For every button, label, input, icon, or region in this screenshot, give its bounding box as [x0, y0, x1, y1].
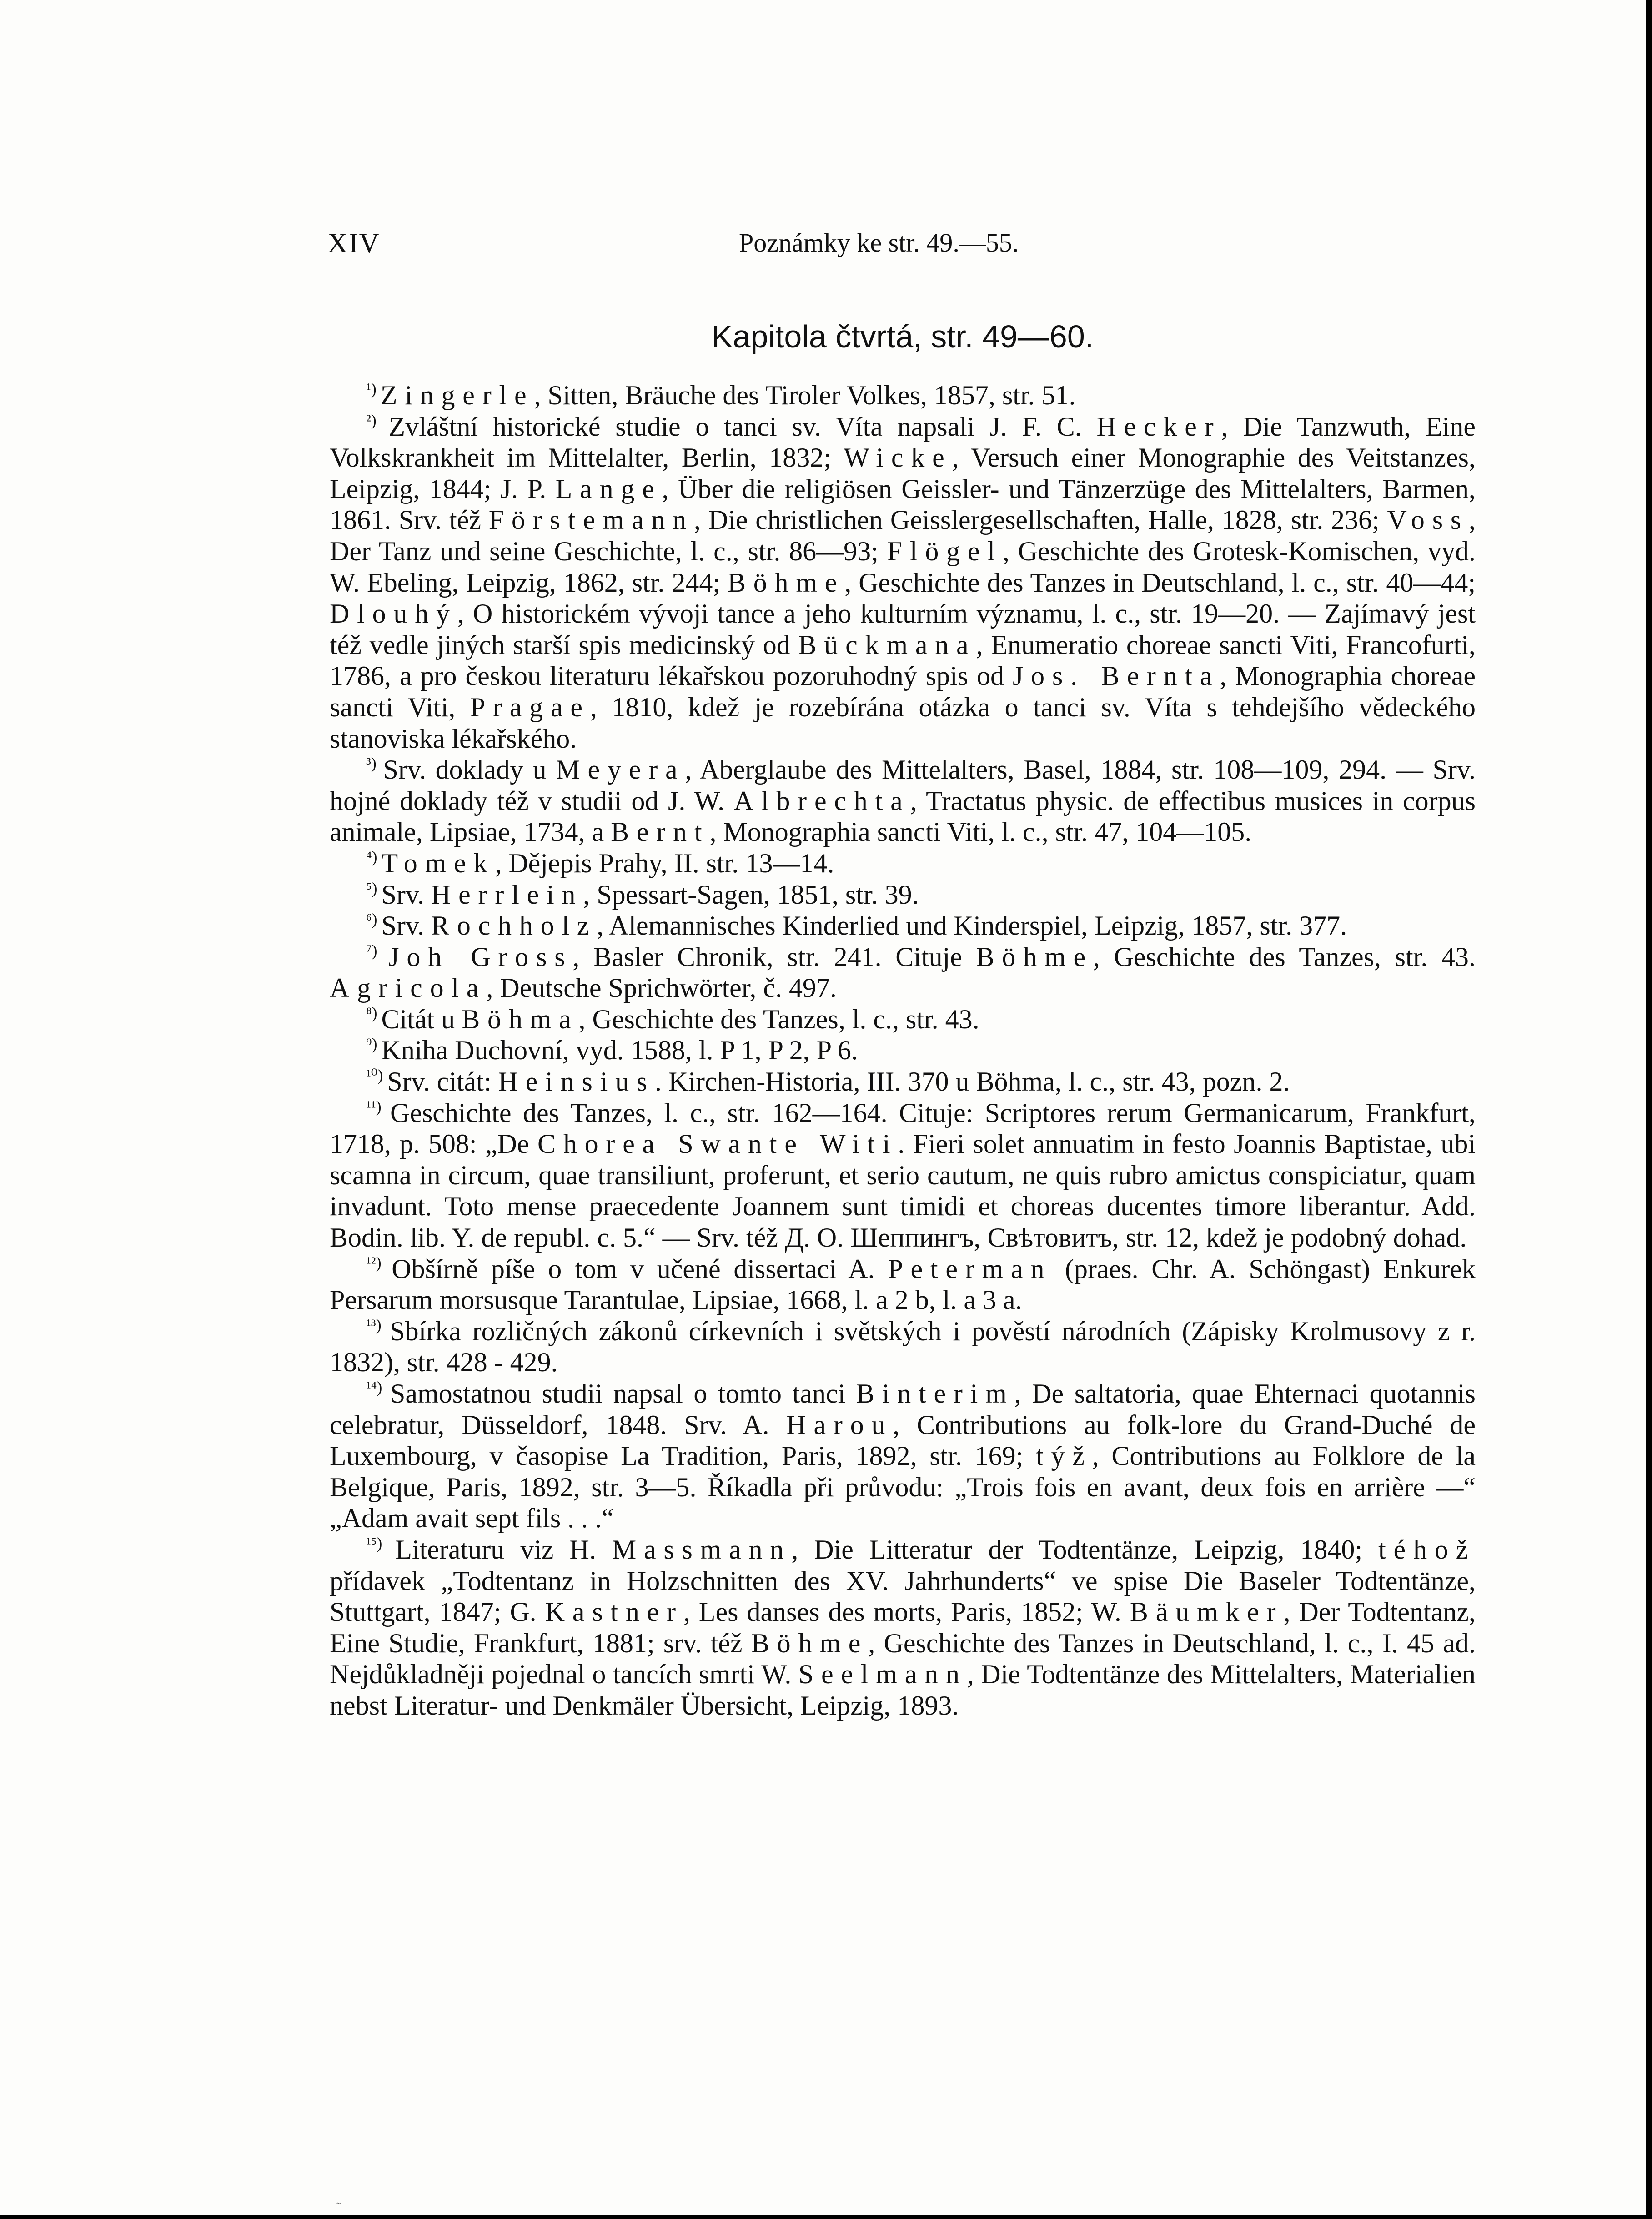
spaced-name: Voss [1387, 505, 1469, 535]
footnote-15 [330, 1534, 1476, 1721]
footnote-marker: ¹⁰) [366, 1066, 387, 1085]
footnote-11 [330, 1097, 1476, 1253]
spaced-name: Harou [786, 1409, 893, 1440]
footnote-text: , Geschichte des Tanzes in Deutschland, l. c., I. 45 ad. Nejdůkladněji pojednal o tancích smrti W. [330, 1628, 1476, 1690]
spaced-name: Peterman [888, 1253, 1052, 1284]
footnote-text: , Monographia sancti Viti, l. c., str. 47, 104—105. [709, 817, 1252, 847]
footnote-7 [330, 941, 1476, 1004]
footnote-1 [330, 380, 1476, 411]
footnote-text: Kniha Duchovní, vyd. 1588, l. P 1, P 2, P 6. [381, 1035, 858, 1066]
footnote-text: , Deutsche Sprichwörter, č. 497. [486, 973, 837, 1003]
footnote-text: , Die christlichen Geisslergesellschaften, Halle, 1828, str. 236; [694, 505, 1387, 535]
footnote-text: , Aberglaube des Mittelalters, Basel, 1884, str. 108—109, 294. — Srv. hojné doklady též v studii od J. W. [330, 755, 1476, 816]
footnote-marker: ³) [366, 754, 383, 773]
spaced-name: Wicke [844, 443, 952, 473]
footnote-marker: ¹) [366, 380, 381, 398]
footnote-text: , Monographia choreae sancti Viti, [330, 661, 1476, 722]
footnote-13 [330, 1316, 1476, 1378]
spaced-name: Pragae [470, 692, 590, 722]
footnote-marker: ¹²) [366, 1253, 392, 1272]
footnote-text: Srv. doklady u [383, 755, 556, 785]
footnote-text: , Contributions au folk-lore du Grand-Duché de Luxembourg, v časopise La Tradition, Paris, 1892, str. 169; [330, 1409, 1476, 1471]
footnote-text: , O historickém vývoji tance a jeho kulturním významu, l. c., str. 19—20. — Zajímavý jest též vedle jiných starší spis medicinský od [330, 599, 1476, 660]
footnote-marker: ¹⁴) [366, 1378, 390, 1396]
footnote-marker: ²) [366, 411, 389, 429]
footnote-text: . Kirchen-Historia, III. 370 u Böhma, l. c., str. 43, pozn. 2. [655, 1067, 1290, 1097]
footnote-text: , De saltatoria, quae Ehternaci quotannis celebratur, Düsseldorf, 1848. Srv. A. [330, 1379, 1476, 1440]
spaced-name: Kastner [545, 1597, 683, 1627]
footnote-text: Literaturu viz H. [395, 1534, 612, 1565]
footnote-text: Srv. [381, 879, 431, 910]
footnote-6 [330, 910, 1476, 941]
running-title: Poznámky ke str. 49.—55. [739, 228, 1019, 257]
spaced-name: Herrlein [431, 879, 583, 910]
footnote-text: , Die Litteratur der Todtentänze, Leipzig, 1840; [791, 1534, 1379, 1565]
footnote-marker: ⁸) [366, 1003, 382, 1022]
spaced-name: téhož [1378, 1534, 1476, 1565]
footnote-text: , Dějepis Prahy, II. str. 13—14. [495, 848, 834, 878]
spaced-name: Chorea Swante Witi [537, 1129, 898, 1159]
footnote-text: Obšírně píše o tom v učené dissertaci A. [392, 1253, 888, 1284]
footnote-text: , Enumeratio choreae sancti Viti, Francofurti, 1786, a pro českou literaturu lékařskou pozoruhodný spis od [330, 629, 1476, 691]
spaced-name: Bernt [611, 817, 710, 847]
footnote-text: . Fieri solet annuatim in festo Joannis Baptistae, ubi scamna in circum, quae transiliunt, proferunt, et serio cautum, ne quis rubro amictus conspiciatur, quam invadunt. Toto mense praecedente Joannem sunt timidi et choreas ducentes timore liberantur. Add. Bodin. lib. Y. de republ. c. 5.“ — Srv. též Д. О. Шеппингъ, Свѣтовитъ, str. 12, kdež je podobný dohad. [330, 1129, 1476, 1253]
page-number: XIV [327, 228, 381, 259]
spaced-name: Albrechta [733, 785, 910, 816]
footnote-text: (praes. Chr. A. Schöngast) Enkurek Persarum morsusque Tarantulae, Lipsiae, 1668, l. a 2 b, l. a 3 a. [330, 1253, 1476, 1315]
footnote-text: Srv. [381, 911, 431, 941]
footnote-marker: ⁵) [366, 879, 382, 897]
spaced-name: týž [1035, 1441, 1092, 1471]
footnote-14 [330, 1378, 1476, 1534]
spaced-name: Böhme [976, 941, 1093, 972]
footnote-text: Srv. citát: [387, 1067, 498, 1097]
footnote-text: , Geschichte des Tanzes, str. 43. [1093, 941, 1476, 972]
footnote-text: , 1810, kdež je rozebírána otázka o tanci sv. Víta s tehdejšího vědeckého stanoviska lékařského. [330, 692, 1476, 754]
footnote-text: , Les danses des morts, Paris, 1852; W. [683, 1597, 1130, 1627]
spaced-name: Hecker [1096, 411, 1221, 442]
scan-mark: ˜ [336, 2200, 341, 2214]
footnote-text: , Die Tanzwuth, Eine Volkskrankheit im Mittelalter, Berlin, 1832; [330, 411, 1476, 473]
spaced-name: Böhme [727, 567, 845, 598]
footnotes [330, 380, 1476, 1721]
footnote-text: , Geschichte des Tanzes in Deutschland, l. c., str. 40—44; [844, 567, 1476, 598]
spaced-name: Tomek [381, 848, 495, 878]
footnote-text: , Der Tanz und seine Geschichte, l. c., str. 86—93; [330, 505, 1476, 566]
footnote-text: Zvláštní historické studie o tanci sv. Víta napsali J. F. C. [388, 411, 1097, 442]
footnote-3 [330, 754, 1476, 848]
spaced-name: Böhma [462, 1004, 579, 1034]
spaced-name: Lange [555, 473, 662, 504]
chapter-title: Kapitola čtvrtá, str. 49—60. [711, 319, 1094, 354]
footnote-text: , Contributions au Folklore de la Belgique, Paris, 1892, str. 3—5. Říkadla při průvodu: „Trois fois en avant, deux fois en arrière —“ „Adam avait sept fils . . .“ [330, 1441, 1476, 1534]
footnote-marker: ¹³) [366, 1315, 390, 1334]
footnote-marker: ¹¹) [366, 1097, 390, 1116]
spaced-name: Seelmann [798, 1659, 967, 1690]
page-header [327, 227, 1478, 259]
footnote-2 [330, 411, 1476, 755]
footnote-8 [330, 1004, 1476, 1035]
footnote-text: , Geschichte des Grotesk-Komischen, vyd. W. Ebeling, Leipzig, 1862, str. 244; [330, 536, 1476, 598]
spaced-name: Förstemann [488, 505, 694, 535]
footnote-text: přídavek „Todtentanz in Holzschnitten des XV. Jahrhunderts“ ve spise Die Baseler Todtentänze, Stuttgart, 1847; G. [330, 1565, 1476, 1627]
spaced-name: Jos. Bernta [1012, 661, 1220, 691]
spaced-name: Joh Gross [388, 941, 573, 972]
footnote-text: , Der Todtentanz, Eine Studie, Frankfurt, 1881; srv. též [330, 1597, 1476, 1658]
footnote-marker: ⁶) [366, 910, 382, 929]
footnote-10 [330, 1066, 1476, 1097]
footnote-text: , Versuch einer Monographie des Veitstanzes, Leipzig, 1844; J. P. [330, 443, 1476, 504]
spaced-name: Bäumker [1130, 1597, 1284, 1627]
spaced-name: Rochholz [431, 911, 597, 941]
spaced-name: Bückmana [798, 629, 976, 660]
footnote-5 [330, 879, 1476, 911]
footnote-9 [330, 1035, 1476, 1066]
footnote-text: , Sitten, Bräuche des Tiroler Volkes, 1857, str. 51. [534, 380, 1076, 410]
spaced-name: Binterim [856, 1379, 1014, 1409]
spaced-name: Meyera [556, 755, 685, 785]
footnote-marker: ⁷) [366, 941, 389, 960]
spaced-name: Flögel [887, 536, 1003, 566]
footnote-marker: ⁹) [366, 1035, 382, 1053]
spaced-name: Zingerle [380, 380, 534, 410]
footnote-text: , Spessart-Sagen, 1851, str. 39. [583, 879, 919, 910]
footnote-text: , Geschichte des Tanzes, l. c., str. 43. [578, 1004, 979, 1034]
spaced-name: Heinsius [498, 1067, 655, 1097]
footnote-4 [330, 848, 1476, 879]
spaced-name: Massmann [612, 1534, 792, 1565]
footnote-text: Citát u [381, 1004, 462, 1034]
footnote-marker: ¹⁵) [366, 1534, 396, 1552]
footnote-text: Geschichte des Tanzes, l. c., str. 162—164. Cituje: Scriptores rerum Germanicarum, Frankfurt, 1718, p. 508: „De [330, 1097, 1476, 1159]
spaced-name: Agricola [330, 973, 487, 1003]
footnote-text: Samostatnou studii napsal o tomto tanci [390, 1379, 856, 1409]
footnote-text: , Basler Chronik, str. 241. Cituje [572, 941, 976, 972]
footnote-text: , Über die religiösen Geissler- und Tänzerzüge des Mittelalters, Barmen, 1861. Srv. též [330, 473, 1476, 535]
spaced-name: Dlouhý [330, 599, 457, 629]
footnote-text: , Die Todtentänze des Mittelalters, Materialien nebst Literatur- und Denkmäler Übersicht, Leipzig, 1893. [330, 1659, 1476, 1721]
spaced-name: Böhme [751, 1628, 869, 1658]
footnote-text: , Alemannisches Kinderlied und Kinderspiel, Leipzig, 1857, str. 377. [597, 911, 1347, 941]
footnote-marker: ⁴) [366, 847, 382, 866]
footnote-text: , Tractatus physic. de effectibus musices in corpus animale, Lipsiae, 1734, a [330, 785, 1476, 847]
footnote-text: Sbírka rozličných zákonů církevních i světských i pověstí národních (Zápisky Krolmusovy z r. 1832), str. 428 - 429. [330, 1316, 1476, 1378]
footnote-12 [330, 1253, 1476, 1316]
